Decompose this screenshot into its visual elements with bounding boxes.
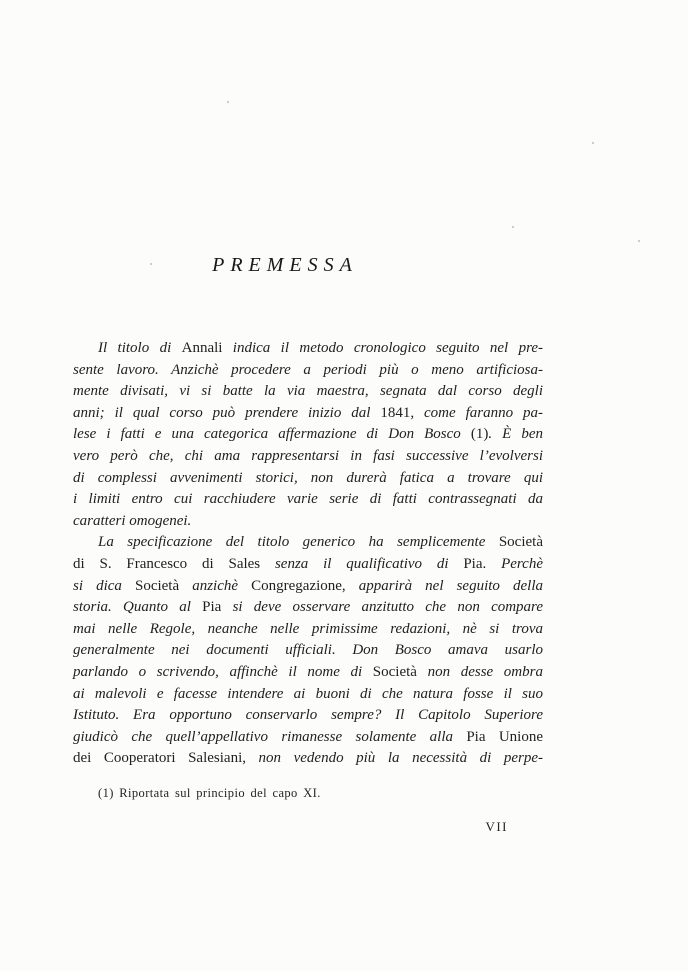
body-line xyxy=(73,684,543,706)
scan-speck xyxy=(150,263,152,265)
text-run: lese i fatti e una categorica affermazione di Don Bosco xyxy=(73,426,471,443)
text-run: di S. Francesco di Sales xyxy=(73,555,261,572)
text-run: Pia xyxy=(202,599,222,616)
body-text xyxy=(73,338,543,770)
body-line xyxy=(73,705,543,727)
scan-speck xyxy=(592,142,594,144)
body-line xyxy=(73,489,543,511)
text-run: mai nelle Regole, neanche nelle primissime redazioni, nè si trova xyxy=(73,620,543,637)
text-run: caratteri omogenei. xyxy=(73,512,192,529)
body-line xyxy=(73,619,543,641)
body-line xyxy=(73,360,543,382)
body-line xyxy=(73,468,543,490)
body-line xyxy=(73,381,543,403)
text-run: giudicò che quell’appellativo rimanesse solamente alla xyxy=(73,728,467,745)
text-run: indica il metodo cronologico seguito nel pre- xyxy=(222,340,544,356)
body-line xyxy=(73,403,543,425)
body-line xyxy=(73,640,543,662)
text-run: vero però che, chi ama rappresentarsi in fasi successive l’evolversi xyxy=(73,447,543,464)
text-run: anzichè xyxy=(179,577,252,594)
text-run: senza il qualificativo di xyxy=(260,555,464,572)
text-run: dei Cooperatori Salesiani, xyxy=(73,750,246,767)
text-run: Pia. xyxy=(463,555,487,572)
text-run: generalmente nei documenti ufficiali. Don Bosco amava usarlo xyxy=(73,642,543,659)
text-run: (1) xyxy=(470,426,489,443)
body-line xyxy=(73,446,543,468)
text-run: si dica xyxy=(73,577,135,594)
body-line xyxy=(73,424,543,446)
text-run: ai malevoli e facesse intendere ai buoni di che natura fosse il suo xyxy=(73,685,543,702)
body-line xyxy=(73,662,543,684)
body-line xyxy=(73,597,543,619)
body-line xyxy=(73,338,543,360)
body-line xyxy=(73,511,543,533)
body-line xyxy=(73,727,543,749)
page-title: PREMESSA xyxy=(212,254,358,276)
scan-speck xyxy=(638,240,640,242)
text-run: mente divisati, vi si batte la via maestra, segnata dal corso degli xyxy=(73,383,543,400)
text-run: , come faranno pa- xyxy=(410,404,543,421)
text-run: Società xyxy=(498,534,543,551)
text-run: apparirà nel seguito della xyxy=(345,577,543,594)
body-line xyxy=(73,554,543,576)
text-run: storia. Quanto al xyxy=(73,599,203,616)
text-run: parlando o scrivendo, affinchè il nome di xyxy=(73,663,373,680)
text-run: Congregazione, xyxy=(251,577,346,594)
body-line xyxy=(73,532,543,554)
text-run: Società xyxy=(134,577,180,594)
text-run: Perchè xyxy=(486,555,543,572)
scan-speck xyxy=(227,101,229,103)
body-line xyxy=(73,576,543,598)
scan-speck xyxy=(512,226,514,228)
text-run: di complessi avvenimenti storici, non durerà fatica a trovare qui xyxy=(73,469,543,486)
text-run: anni; il qual corso può prendere inizio dal xyxy=(73,404,381,421)
text-run: 1841 xyxy=(380,404,411,421)
text-run: i limiti entro cui racchiudere varie serie di fatti contrassegnati da xyxy=(73,491,543,508)
text-run: . È ben xyxy=(488,426,543,443)
body-line xyxy=(73,748,543,770)
text-run: Il titolo di xyxy=(98,340,182,356)
text-run: non vedendo più la necessità di perpe- xyxy=(246,750,543,767)
text-run: Istituto. Era opportuno conservarlo sempre? Il Capitolo Superiore xyxy=(73,707,543,724)
text-run: La specificazione del titolo generico ha semplicemente xyxy=(98,534,499,551)
page-number: VII xyxy=(485,819,508,834)
text-run: non desse ombra xyxy=(416,663,543,680)
text-run: Società xyxy=(372,663,417,680)
text-run: Annali xyxy=(181,340,223,356)
text-run: si deve osservare anzitutto che non compare xyxy=(221,599,543,616)
text-run: sente lavoro. Anzichè procedere a periodi più o meno artificiosa- xyxy=(73,361,543,378)
footnote: (1) Riportata sul principio del capo XI. xyxy=(98,786,321,800)
text-run: Pia Unione xyxy=(466,728,543,745)
